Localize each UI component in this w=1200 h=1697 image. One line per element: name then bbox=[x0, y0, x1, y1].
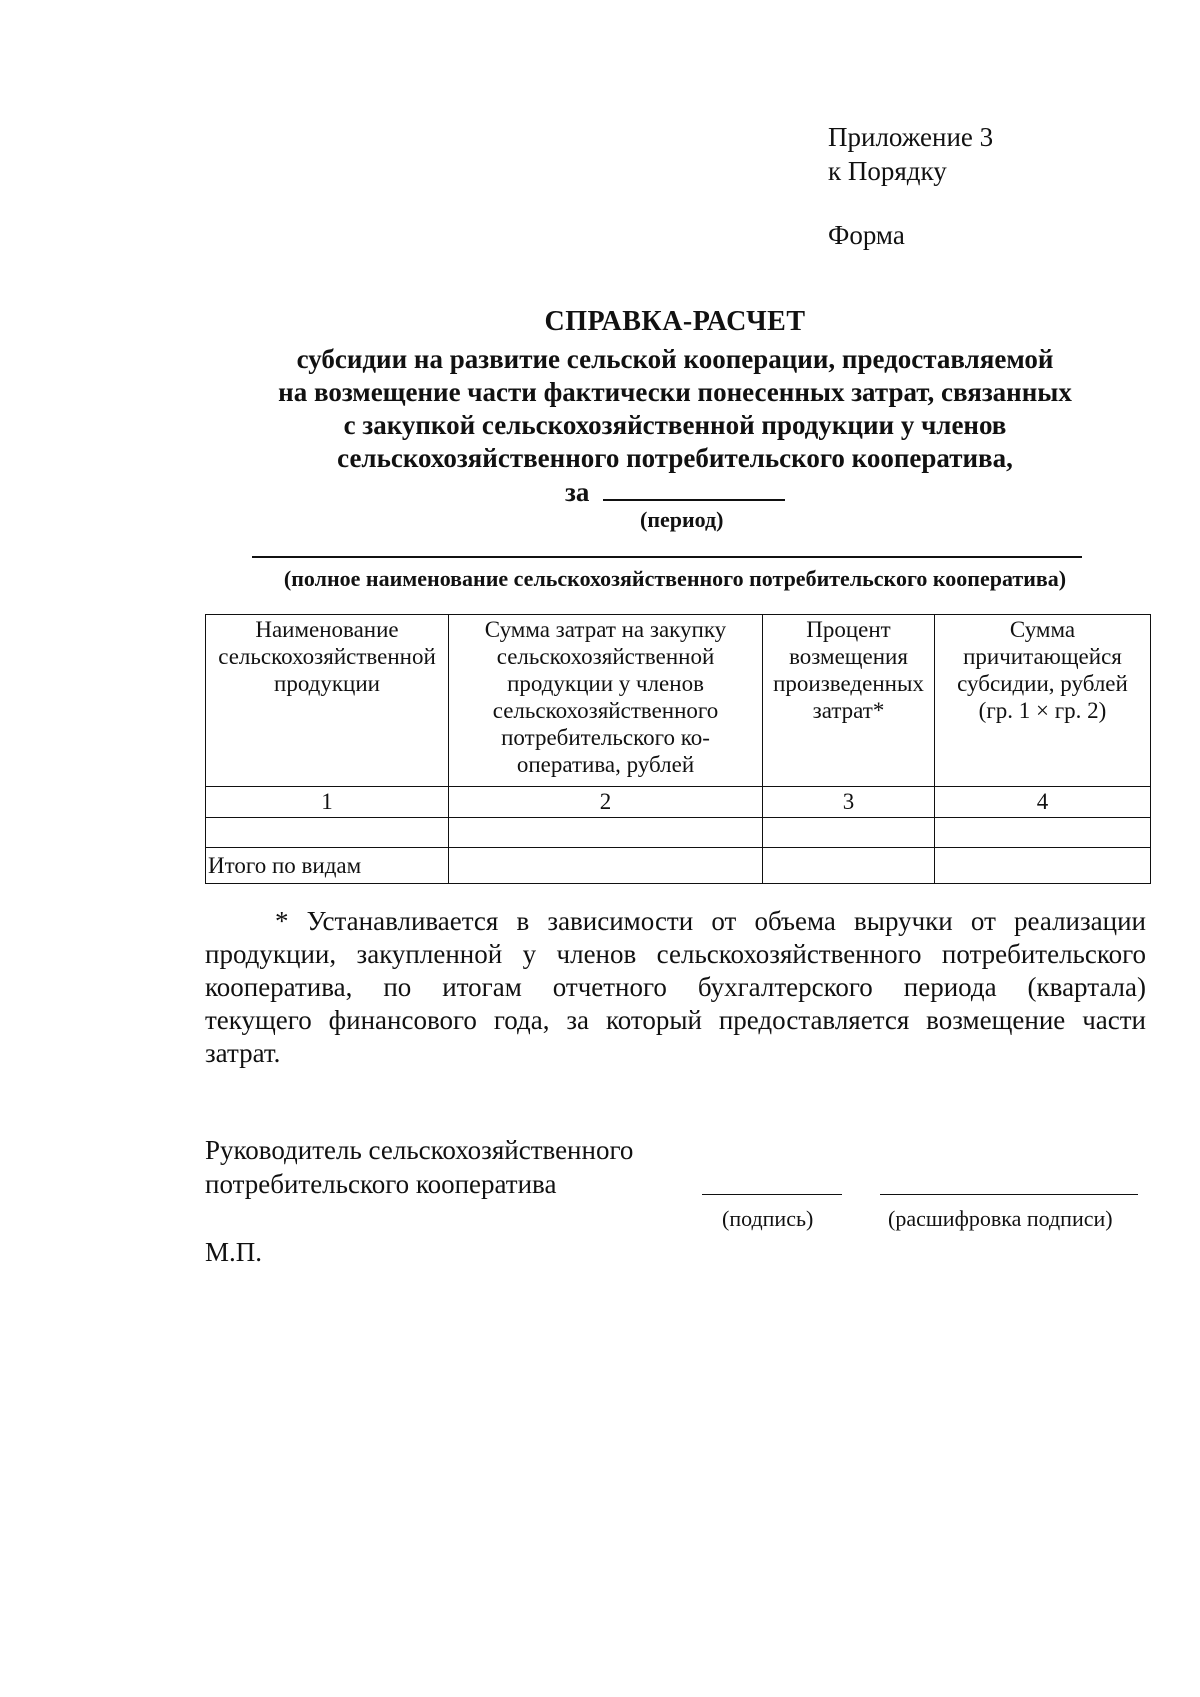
subtitle-line: на возмещение части фактически понесенных затрат, связанных bbox=[278, 377, 1072, 407]
signature-decoding-caption: (расшифровка подписи) bbox=[888, 1206, 1113, 1231]
header-text: произведенных bbox=[773, 671, 924, 696]
subtitle-line: субсидии на развитие сельской кооперации, предоставляемой bbox=[296, 344, 1054, 374]
signer-title-line: Руководитель сельскохозяйственного bbox=[205, 1135, 634, 1165]
period-caption: (период) bbox=[640, 507, 724, 532]
footnote-line: * Устанавливается в зависимости от объема выручки от реализации bbox=[275, 906, 1146, 936]
signature-decoding-blank-line[interactable] bbox=[880, 1194, 1138, 1195]
header-text: оператива, рублей bbox=[516, 752, 695, 777]
total-cell[interactable] bbox=[935, 848, 1151, 884]
table-header-cell bbox=[206, 615, 449, 787]
column-number-row bbox=[206, 787, 1151, 818]
subtitle-line: с закупкой сельскохозяйственной продукции у членов bbox=[343, 410, 1007, 440]
period-blank-line[interactable] bbox=[603, 475, 785, 501]
column-number-cell: 1 bbox=[206, 787, 449, 818]
subtitle-line: сельскохозяйственного потребительского кооператива, bbox=[337, 443, 1013, 473]
header-text: продукции у членов bbox=[507, 671, 704, 696]
signature-caption: (подпись) bbox=[722, 1206, 814, 1231]
header-text: потребительского ко- bbox=[501, 725, 710, 750]
table-header-row bbox=[206, 615, 1151, 787]
footnote bbox=[205, 905, 1146, 1070]
subsidy-calculation-table bbox=[205, 614, 1151, 884]
footnote-line: текущего финансового года, за который предоставляется возмещение части bbox=[205, 1005, 1146, 1035]
stamp-place-label: М.П. bbox=[205, 1237, 263, 1267]
header-text: Сумма bbox=[1009, 617, 1076, 642]
table-header-cell bbox=[935, 615, 1151, 787]
period-prefix: за bbox=[565, 477, 590, 507]
footnote-line: продукции, закупленной у членов сельскохозяйственного потребительского bbox=[205, 939, 1146, 969]
table-row bbox=[206, 818, 1151, 848]
appendix-number: Приложение 3 bbox=[828, 122, 994, 152]
header-text: сельскохозяйственной bbox=[218, 644, 436, 669]
column-number-cell: 3 bbox=[763, 787, 935, 818]
header-text: сельскохозяйственного bbox=[492, 698, 719, 723]
form-label: Форма bbox=[828, 220, 905, 250]
header-text: продукции bbox=[274, 671, 380, 696]
header-text: возмещения bbox=[789, 644, 908, 669]
appendix-reference: к Порядку bbox=[828, 156, 947, 186]
header-text: затрат* bbox=[812, 698, 885, 723]
header-text: Процент bbox=[806, 617, 891, 642]
header-text: Сумма затрат на закупку bbox=[484, 617, 727, 642]
signer-title-line: потребительского кооператива bbox=[205, 1169, 557, 1199]
cooperative-name-blank-line[interactable] bbox=[252, 556, 1082, 558]
footnote-line: кооператива, по итогам отчетного бухгалтерского периода (квартала) bbox=[205, 972, 1146, 1002]
header-text: субсидии, рублей bbox=[957, 671, 1128, 696]
document-subtitle bbox=[150, 343, 1200, 475]
table-header-cell bbox=[449, 615, 763, 787]
period-row bbox=[565, 475, 785, 508]
document-title: СПРАВКА-РАСЧЕТ bbox=[544, 306, 806, 337]
total-row bbox=[206, 848, 1151, 884]
column-number-cell: 4 bbox=[935, 787, 1151, 818]
header-text: Наименование bbox=[255, 617, 399, 642]
table-cell[interactable] bbox=[935, 818, 1151, 848]
signature-blank-line[interactable] bbox=[702, 1194, 842, 1195]
cooperative-name-caption: (полное наименование сельскохозяйственного потребительского кооператива) bbox=[283, 566, 1067, 591]
table-cell[interactable] bbox=[449, 818, 763, 848]
total-cell[interactable] bbox=[763, 848, 935, 884]
document-title-block bbox=[150, 305, 1200, 475]
signer-title bbox=[205, 1133, 633, 1201]
total-label-cell: Итого по видам bbox=[206, 848, 449, 884]
appendix-block bbox=[828, 120, 993, 252]
footnote-line: затрат. bbox=[205, 1038, 281, 1068]
table-cell[interactable] bbox=[206, 818, 449, 848]
header-text: сельскохозяйственной bbox=[496, 644, 715, 669]
header-text: (гр. 1 × гр. 2) bbox=[978, 698, 1107, 723]
total-cell[interactable] bbox=[449, 848, 763, 884]
table-cell[interactable] bbox=[763, 818, 935, 848]
header-text: причитающейся bbox=[963, 644, 1122, 669]
table-header-cell bbox=[763, 615, 935, 787]
column-number-cell: 2 bbox=[449, 787, 763, 818]
